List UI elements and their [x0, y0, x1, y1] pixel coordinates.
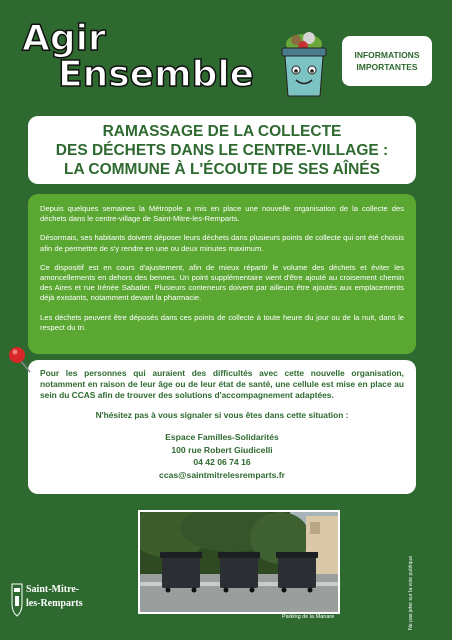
badge-line-2: IMPORTANTES	[356, 62, 418, 72]
info-paragraph-1: Depuis quelques semaines la Métropole a mis en place une nouvelle organisation de la collecte des déchets dans le centre-village de Saint-Mitre-les-Remparts.	[40, 204, 404, 224]
brand-title	[14, 18, 264, 98]
town-crest-icon	[10, 582, 24, 622]
contact-name: Espace Familles-Solidarités	[165, 432, 279, 442]
smiling-bin-icon	[276, 28, 332, 100]
contact-address: 100 rue Robert Giudicelli	[171, 444, 273, 455]
side-note-text: Ne pas jeter sur la voie publique	[408, 555, 414, 630]
town-logo	[10, 580, 100, 630]
notice-box	[28, 360, 416, 494]
brand-line-1: Agir	[22, 18, 106, 59]
headline-box	[28, 116, 416, 184]
notice-ask: N'hésitez pas à vous signaler si vous êtes dans cette situation :	[95, 410, 349, 420]
headline-line-1: RAMASSAGE DE LA COLLECTE	[102, 122, 342, 140]
info-paragraph-2: Désormais, ses habitants doivent déposer leurs déchets dans plusieurs points de collecte qui ont été choisis afin de permettre de s'y rendre en une ou deux minutes maximum.	[40, 233, 404, 253]
badge-line-1: INFORMATIONS	[354, 50, 420, 60]
side-note	[398, 490, 414, 630]
collection-point-photo	[138, 510, 340, 614]
contact-phone: 04 42 06 74 16	[193, 457, 251, 467]
notice-paragraph: Pour les personnes qui auraient des difficultés avec cette nouvelle organisation, notamment en raison de leur âge ou de leur état de santé, une cellule est mise en place au sein du CCAS afin de trouver des solutions d'accompagnement adaptées.	[40, 368, 404, 400]
photo-caption: Parking de la Manare	[282, 614, 335, 620]
headline-line-2: DES DÉCHETS DANS LE CENTRE-VILLAGE :	[55, 141, 389, 159]
logo-line-2: les-Remparts	[26, 598, 83, 609]
push-pin-icon	[6, 344, 36, 374]
headline-line-3: LA COMMUNE À L'ÉCOUTE DE SES AÎNÉS	[63, 160, 380, 178]
contact-block	[40, 431, 404, 481]
info-paragraph-3: Ce dispositif est en cours d'ajustement, afin de mieux répartir le volume des déchets et éviter les amoncellements en dehors des bennes. Un point supplémentaire vient d'être ajouté au croisement chemin des Aires et rue Irénée Sabatier. Plusieurs conteneurs doivent par ailleurs être ajoutés aux emplacements déjà existants, notamment devant la pharmacie.	[40, 262, 404, 303]
brand-line-2: Ensemble	[58, 54, 255, 95]
logo-line-1: Saint-Mitre-	[26, 584, 80, 595]
info-paragraph-4: Les déchets peuvent être déposés dans ces points de collecte à toute heure du jour ou de la nuit, dans le respect du tri.	[40, 312, 404, 332]
important-info-badge	[342, 36, 432, 86]
contact-email[interactable]: ccas@saintmitrelesremparts.fr	[159, 469, 285, 480]
info-box	[28, 194, 416, 354]
